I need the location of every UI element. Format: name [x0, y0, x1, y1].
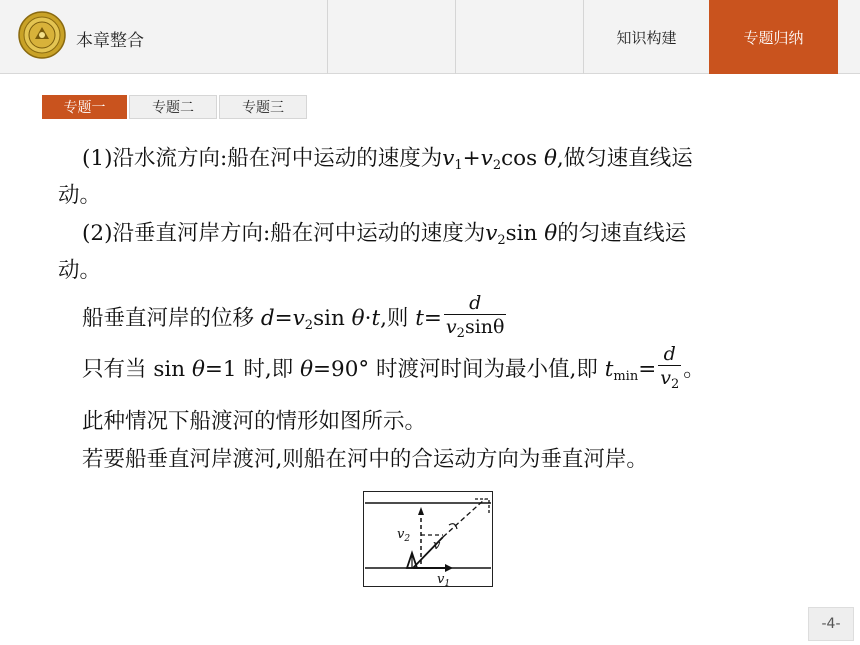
paragraph-2-line-2: 动。: [58, 258, 102, 283]
displacement-formula-line: 船垂直河岸的位移 $d=v_2\sin$ θ·t,则 t= $\frac{d}{v_2\sin\theta}$: [82, 292, 508, 351]
tab-topic-2[interactable]: 专题二: [129, 95, 217, 119]
header-bar: [0, 0, 860, 74]
label-v2: $v_2$: [397, 527, 411, 544]
tab-topic-3[interactable]: 专题三: [219, 95, 307, 119]
nav-knowledge-structure[interactable]: 知识构建: [616, 28, 677, 47]
paragraph-1-line-2: 动。: [58, 183, 102, 208]
header-divider: [455, 0, 456, 74]
river-crossing-diagram: [363, 491, 493, 587]
page-number: -4-: [808, 607, 854, 641]
paragraph-1-line-1: (1)沿水流方向:船在河中运动的速度为$v_1+v_2\cos$ θ,做匀速直线运: [82, 146, 693, 173]
label-v1: $v_1$: [437, 572, 451, 587]
paragraph-5: 此种情况下船渡河的情形如图所示。: [82, 409, 427, 434]
time-fraction: $\frac{d}{v_2\sin\theta}$: [444, 292, 507, 346]
tab-topic-1[interactable]: 专题一: [42, 95, 127, 119]
paragraph-2-line-1: (2)沿垂直河岸方向:船在河中运动的速度为$v_2\sin$ θ的匀速直线运: [82, 221, 687, 248]
header-divider: [327, 0, 328, 74]
min-time-fraction: $\frac{d}{v_2}$: [658, 343, 681, 397]
paragraph-6: 若要船垂直河岸渡河,则船在河中的合运动方向为垂直河岸。: [82, 447, 648, 472]
school-logo-icon: [18, 11, 66, 59]
chapter-title: 本章整合: [76, 31, 144, 51]
nav-topic-summary[interactable]: 专题归纳: [709, 0, 838, 74]
label-v: v: [433, 538, 441, 553]
minimum-time-line: 只有当 sin θ=1 时,即 θ=90° 时渡河时间为最小值,即 $t_{min}=$ $\frac{d}{v_2}$ 。: [82, 343, 705, 402]
